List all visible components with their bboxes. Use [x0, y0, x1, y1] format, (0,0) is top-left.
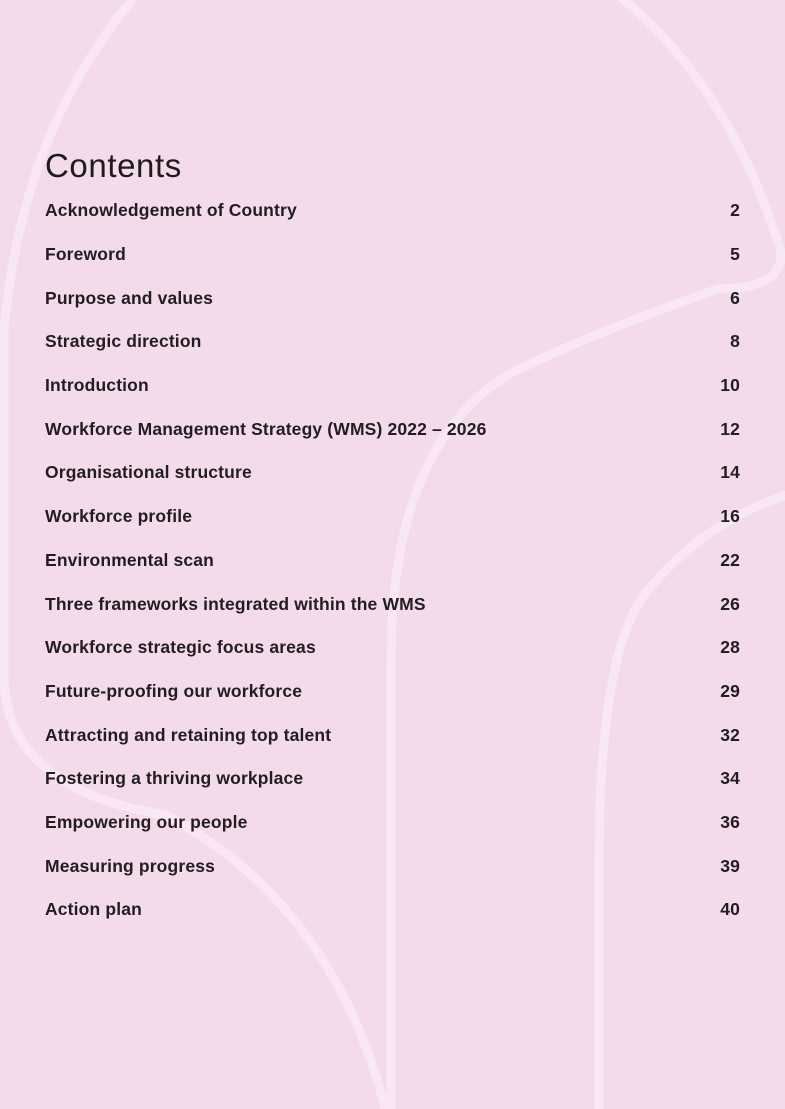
toc-entry-page-number: 6 — [730, 287, 740, 308]
toc-entry[interactable] — [45, 233, 740, 277]
toc-entry[interactable] — [45, 189, 740, 233]
toc-entry-page-number: 32 — [720, 724, 740, 745]
toc-entry[interactable] — [45, 670, 740, 714]
toc-entry-page-number: 2 — [730, 200, 740, 221]
toc-entry[interactable] — [45, 582, 740, 626]
toc-entry[interactable] — [45, 844, 740, 888]
toc-entry-page-number: 36 — [720, 811, 740, 832]
toc-entry-page-number: 39 — [720, 855, 740, 876]
toc-entry-page-number: 5 — [730, 244, 740, 265]
toc-entry-page-number: 14 — [720, 462, 740, 483]
toc-entry-label: Purpose and values — [45, 287, 214, 308]
toc-entry[interactable] — [45, 539, 740, 583]
toc-entry[interactable] — [45, 757, 740, 801]
toc-entry[interactable] — [45, 495, 740, 539]
toc-entry-label: Foreword — [45, 244, 126, 265]
toc-entry-label: Acknowledgement of Country — [45, 200, 297, 221]
toc-entry[interactable] — [45, 626, 740, 670]
toc-entry-page-number: 16 — [720, 506, 740, 527]
toc-entry[interactable] — [45, 407, 740, 451]
toc-entry-label: Measuring progress — [45, 855, 215, 876]
toc-entry-label: Fostering a thriving workplace — [45, 768, 304, 789]
toc-entry-label: Introduction — [45, 375, 149, 396]
toc-entry-label: Workforce profile — [45, 506, 193, 527]
toc-entry[interactable] — [45, 888, 740, 932]
toc-entry-label: Empowering our people — [45, 811, 248, 832]
toc-entry[interactable] — [45, 451, 740, 495]
toc-entry-page-number: 22 — [720, 549, 740, 570]
toc-entry-label: Action plan — [45, 899, 142, 920]
toc-entry-page-number: 8 — [730, 331, 740, 352]
toc-entry[interactable] — [45, 364, 740, 408]
toc-entry-label: Workforce strategic focus areas — [45, 637, 316, 658]
toc-entry-page-number: 12 — [720, 418, 740, 439]
toc-entry-page-number: 28 — [720, 637, 740, 658]
toc-entry[interactable] — [45, 713, 740, 757]
toc-list — [45, 189, 740, 932]
toc-entry-label: Attracting and retaining top talent — [45, 724, 332, 745]
page-title: Contents — [45, 147, 182, 185]
toc-entry-page-number: 29 — [720, 680, 740, 701]
toc-entry-page-number: 10 — [720, 375, 740, 396]
toc-entry-label: Strategic direction — [45, 331, 202, 352]
toc-entry-label: Organisational structure — [45, 462, 252, 483]
toc-entry-page-number: 26 — [720, 593, 740, 614]
toc-entry-label: Workforce Management Strategy (WMS) 2022 – 2026 — [45, 418, 487, 439]
toc-entry-label: Environmental scan — [45, 549, 215, 570]
toc-entry-label: Three frameworks integrated within the WMS — [45, 593, 426, 614]
toc-entry[interactable] — [45, 276, 740, 320]
toc-entry-page-number: 40 — [720, 899, 740, 920]
toc-entry-label: Future-proofing our workforce — [45, 680, 303, 701]
toc-entry[interactable] — [45, 320, 740, 364]
toc-entry[interactable] — [45, 801, 740, 845]
toc-entry-page-number: 34 — [720, 768, 740, 789]
